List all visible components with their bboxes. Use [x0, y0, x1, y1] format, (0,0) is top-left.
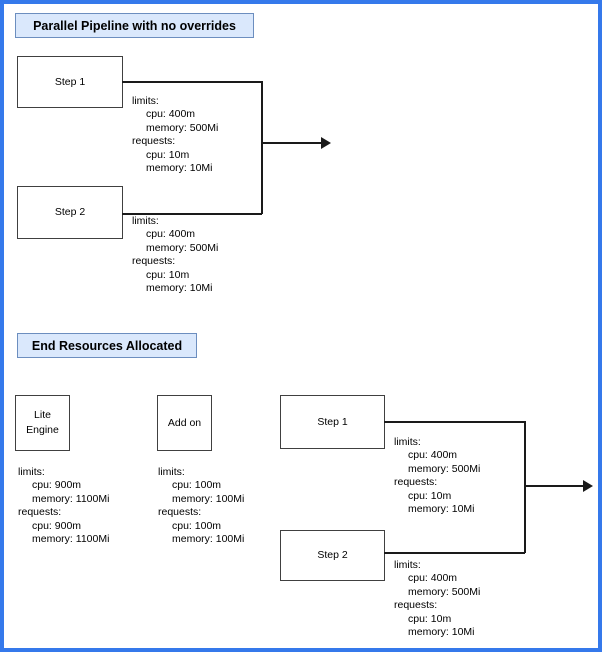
section-title-parallel-pipeline: Parallel Pipeline with no overrides	[15, 13, 254, 38]
resource-line: limits:	[132, 95, 159, 107]
resource-line: memory: 10Mi	[408, 503, 475, 516]
resource-line: memory: 500Mi	[408, 585, 481, 598]
resource-line: memory: 1100Mi	[32, 533, 110, 546]
addon-box	[157, 395, 212, 451]
resource-line: cpu: 100m	[172, 519, 222, 532]
resource-line: requests:	[132, 255, 176, 268]
bottom-step1-label: Step 1	[317, 415, 348, 428]
resource-line: requests:	[394, 476, 438, 489]
bottom-step1-box	[280, 395, 385, 449]
section-title-end-resources: End Resources Allocated	[17, 333, 197, 358]
top-step2-label: Step 2	[54, 206, 86, 218]
bottom-step2-resources	[394, 559, 480, 639]
top-connector-vertical-line	[261, 81, 263, 214]
resource-line: cpu: 400m	[146, 228, 196, 241]
resource-line: limits:	[394, 436, 421, 448]
resource-line: limits:	[394, 559, 421, 571]
resource-line: memory: 1100Mi	[32, 492, 110, 505]
lite-engine-box	[15, 395, 70, 451]
resource-line: limits:	[132, 215, 159, 227]
top-step1-label: Step 1	[54, 75, 86, 88]
bottom-step2-connector-line	[384, 552, 525, 554]
resource-line: limits:	[18, 466, 45, 478]
resource-line: cpu: 400m	[408, 449, 458, 462]
top-step1-connector-line	[122, 81, 262, 83]
resource-line: limits:	[158, 466, 185, 478]
addon-label: Add on	[167, 416, 202, 429]
resource-line: cpu: 10m	[408, 612, 452, 625]
top-step1-resources	[132, 95, 218, 175]
bottom-arrow-line	[525, 485, 583, 487]
resource-line: cpu: 100m	[172, 479, 222, 492]
resource-line: requests:	[132, 135, 176, 148]
lite-engine-label-line2: Engine	[26, 424, 59, 436]
bottom-step1-connector-line	[384, 421, 525, 423]
resource-line: memory: 100Mi	[172, 492, 245, 505]
resource-line: cpu: 10m	[146, 148, 190, 161]
resource-line: requests:	[18, 506, 62, 519]
resource-line: memory: 500Mi	[146, 241, 219, 254]
resource-line: memory: 10Mi	[408, 626, 475, 639]
resource-line: cpu: 900m	[32, 519, 82, 532]
resource-line: memory: 100Mi	[172, 533, 245, 546]
top-step2-resources	[132, 215, 218, 295]
top-arrow-right-icon	[321, 137, 331, 149]
bottom-arrow-right-icon	[583, 480, 593, 492]
top-step2-box	[17, 186, 123, 239]
lite-engine-label-line1: Lite	[34, 409, 51, 421]
lite-engine-resources	[18, 466, 109, 546]
bottom-step2-box	[280, 530, 385, 581]
resource-line: cpu: 10m	[408, 489, 452, 502]
bottom-step1-resources	[394, 436, 480, 516]
resource-line: memory: 500Mi	[146, 121, 219, 134]
top-arrow-line	[262, 142, 322, 144]
resource-line: memory: 500Mi	[408, 462, 481, 475]
resource-line: cpu: 900m	[32, 479, 82, 492]
resource-line: memory: 10Mi	[146, 162, 213, 175]
resource-line: cpu: 10m	[146, 268, 190, 281]
top-step1-box	[17, 56, 123, 108]
resource-line: memory: 10Mi	[146, 282, 213, 295]
bottom-step2-label: Step 2	[317, 549, 348, 561]
resource-line: requests:	[158, 506, 202, 519]
bottom-connector-vertical-line	[524, 421, 526, 553]
resource-line: requests:	[394, 599, 438, 612]
addon-resources	[158, 466, 244, 546]
resource-line: cpu: 400m	[408, 572, 458, 585]
resource-line: cpu: 400m	[146, 108, 196, 121]
